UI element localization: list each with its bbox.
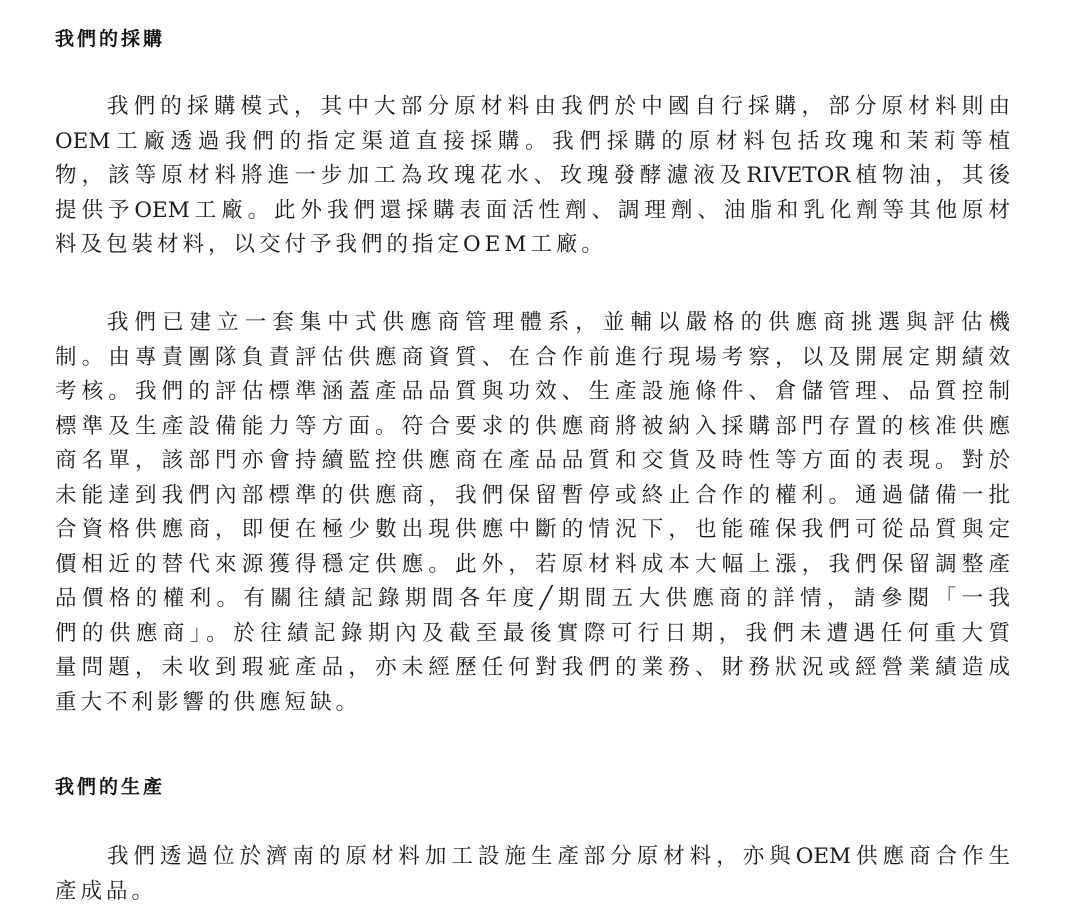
text-line: 產成品。 [55, 878, 158, 904]
text-line: 們的供應商」。於往績記錄期內及截至最後實際可行日期，我們未遭遇任何重大質 [55, 620, 1010, 646]
paragraph-production [55, 840, 1010, 909]
text-line: 我們的採購模式，其中大部分原材料由我們於中國自行採購，部分原材料則由 [107, 94, 1010, 119]
text-line: 合資格供應商，即便在極少數出現供應中斷的情況下，也能確保我們可從品質與定 [55, 517, 1010, 542]
text-line: OEM工廠透過我們的指定渠道直接採購。我們採購的原材料包括玫瑰和茉莉等植 [55, 128, 1010, 154]
text-line: 標準及生產設備能力等方面。符合要求的供應商將被納入採購部門存置的核准供應 [55, 413, 1010, 439]
text-line: 料及包裝材料，以交付予我們的指定OEM工廠。 [55, 232, 607, 257]
paragraph-procurement-model [55, 90, 1010, 263]
text-line: 物，該等原材料將進一步加工為玫瑰花水、玫瑰發酵濾液及RIVETOR植物油，其後 [55, 163, 1010, 188]
text-line: 考核。我們的評估標準涵蓋產品品質與功效、生產設施條件、倉儲管理、品質控制 [55, 379, 1010, 404]
paragraph-supplier-management [55, 306, 1010, 720]
text-line: 提供予OEM工廠。此外我們還採購表面活性劑、調理劑、油脂和乳化劑等其他原材 [55, 197, 1010, 223]
text-line: 制。由專責團隊負責評估供應商資質、在合作前進行現場考察，以及開展定期績效 [55, 344, 1010, 370]
section-heading-production: 我們的生產 [55, 776, 166, 798]
text-line: 我們已建立一套集中式供應商管理體系，並輔以嚴格的供應商挑選與評估機 [107, 310, 1010, 335]
text-line: 量問題，未收到瑕疵產品，亦未經歷任何對我們的業務、財務狀況或經營業績造成 [55, 655, 1010, 680]
text-line: 未能達到我們內部標準的供應商，我們保留暫停或終止合作的權利。通過儲備一批 [55, 482, 1010, 508]
text-line: 價相近的替代來源獲得穩定供應。此外，若原材料成本大幅上漲，我們保留調整產 [55, 551, 1010, 577]
text-line: 品價格的權利。有關往績記錄期間各年度╱期間五大供應商的詳情，請參閱「一我 [55, 586, 1010, 611]
text-line: 商名單，該部門亦會持續監控供應商在產品品質和交貨及時性等方面的表現。對於 [55, 448, 1010, 473]
text-line: 我們透過位於濟南的原材料加工設施生產部分原材料，亦與OEM供應商合作生 [107, 844, 1010, 869]
text-line: 重大不利影響的供應短缺。 [55, 689, 362, 715]
section-heading-procurement: 我們的採購 [55, 28, 166, 50]
